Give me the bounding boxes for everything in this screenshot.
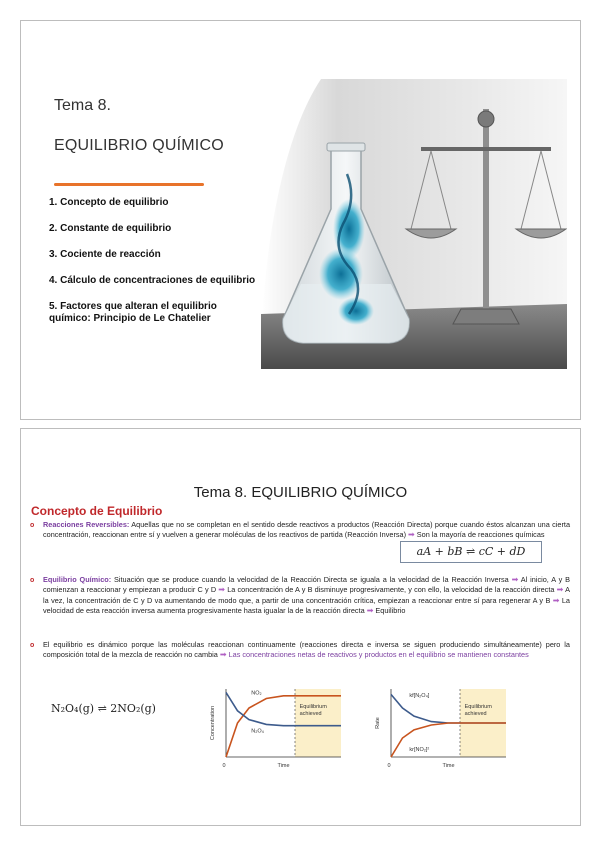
- bullet-equilibrium: [30, 575, 570, 617]
- bullet-icon: o: [30, 522, 35, 529]
- topic-item: 2. Constante de equilibrio: [49, 223, 172, 234]
- title-slide: [20, 20, 581, 420]
- bullet-text: [43, 575, 570, 617]
- x-axis-label: Time: [442, 763, 455, 769]
- bullet-text: [43, 520, 570, 541]
- topic-item: 5. Factores que alteran el equilibrio químico: Principio de Le Chatelier: [49, 301, 217, 324]
- body-text: La velocidad de esta reacción inversa aumenta progresivamente hasta igualar la de la reacción directa: [43, 595, 570, 616]
- y-axis-label: Concentration: [210, 705, 216, 741]
- bullet-icon: o: [30, 642, 35, 649]
- topic-list: [49, 197, 259, 339]
- body-text: Al inicio, A y B comienzan a reaccionar y empiezan a producir C y D: [43, 575, 571, 595]
- arrow-icon: ➡: [556, 585, 564, 595]
- annotation-label: achieved: [464, 711, 487, 718]
- x-tick-label: 0: [222, 763, 226, 769]
- slide-subtitle: EQUILIBRIO QUÍMICO: [54, 137, 224, 154]
- topic-item: 4. Cálculo de concentraciones de equilibrio: [49, 275, 256, 286]
- rate-chart: [369, 681, 519, 777]
- section-heading: Concepto de Equilibrio: [31, 504, 163, 518]
- y-axis-label: Rate: [375, 717, 381, 729]
- topic-item: 1. Concepto de equilibrio: [49, 197, 169, 208]
- equilibrium-region: [295, 689, 341, 757]
- highlight-text: Las concentraciones netas de reactivos y productos en el equilibrio se mantienen constantes: [228, 650, 529, 660]
- content-slide: [20, 428, 581, 826]
- series-label: NO₂: [251, 690, 262, 697]
- x-tick-label: 0: [387, 763, 391, 769]
- slide-title: Tema 8. EQUILIBRIO QUÍMICO: [193, 484, 408, 501]
- bullet-icon: o: [30, 577, 35, 584]
- flask-and-balance-photo: [261, 79, 567, 369]
- series-label: N₂O₄: [251, 728, 264, 735]
- arrow-icon: ➡: [408, 530, 415, 540]
- x-axis-label: Time: [277, 763, 290, 769]
- keyword: Equilibrio Químico:: [43, 575, 112, 584]
- annotation-label: achieved: [299, 711, 322, 718]
- topic-item: 3. Cociente de reacción: [49, 249, 161, 260]
- series-label: kf[N₂O₄]: [409, 693, 430, 699]
- body-text: A la vez, la concentración de C y D va aumentando de modo que, a partir de una concentración crítica, empiezan a reaccionar entre sí para regenerar A y B: [43, 585, 570, 605]
- arrow-icon: ➡: [511, 575, 519, 584]
- orange-divider: [54, 183, 204, 186]
- body-text: Son la mayoría de reacciones químicas: [416, 530, 545, 540]
- bullet-text: [43, 640, 570, 661]
- body-text: El equilibrio es dinámico porque las moléculas reaccionan continuamente (reacciones directa e inversa se siguen produciendo simultáneamente) pero la composición total de la mezcla de reacción no cambia: [43, 640, 570, 660]
- body-text: Situación que se produce cuando la velocidad de la Reacción Directa se iguala a la velocidad de la Reacción Inversa: [114, 575, 509, 584]
- equilibrium-equation-box: aA + bB ⇌ cC + dD: [400, 541, 542, 563]
- concentration-chart: [204, 681, 354, 777]
- keyword: Reacciones Reversibles:: [43, 520, 130, 529]
- bullet-reversible: [30, 520, 570, 541]
- slide-title: Tema 8.: [54, 97, 111, 114]
- annotation-label: Equilibrium: [464, 704, 492, 711]
- body-text: Equilibrio: [375, 606, 406, 616]
- arrow-icon: ➡: [219, 650, 227, 660]
- annotation-label: Equilibrium: [299, 704, 327, 711]
- arrow-icon: ➡: [218, 585, 225, 595]
- reaction-formula: N₂O₄(g) ⇌ 2NO₂(g): [51, 702, 156, 715]
- arrow-icon: ➡: [366, 606, 374, 616]
- arrow-icon: ➡: [552, 595, 560, 605]
- body-text: Aquellas que no se completan en el sentido desde reactivos a productos (Reacción Directa) porque cuando éstos alcanzan una cierta concentración, reaccionan entre sí y vuelven a generar moléculas de los reactivos de partida (Reacción Inversa): [43, 520, 571, 540]
- bullet-dynamic: [30, 640, 570, 661]
- body-text: La concentración de A y B disminuye progresivamente, y con ello, la velocidad de la reacción directa: [227, 585, 555, 595]
- series-label: kr[NO₂]²: [409, 747, 430, 753]
